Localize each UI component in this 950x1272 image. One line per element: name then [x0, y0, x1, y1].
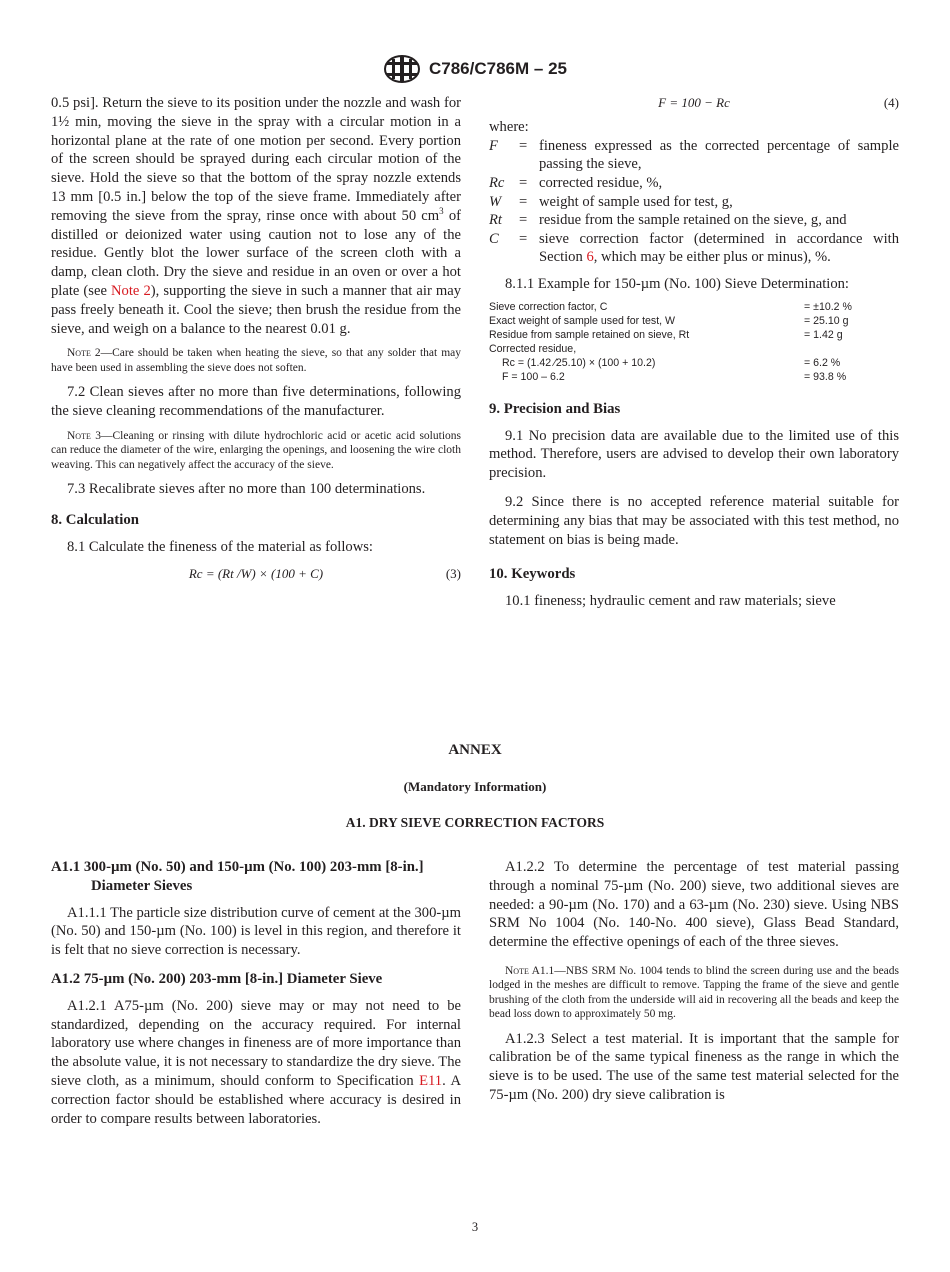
section-a1-2-heading: A1.2 75-µm (No. 200) 203-mm [8-in.] Diameter Sieve: [51, 970, 383, 987]
variable-definition: W = weight of sample used for test, g,: [489, 193, 733, 210]
section-a1-2-3: A1.2.3 Select a test material. It is important that the sample for calibration be of the same typical fineness as the range in which the sieve is to be used. The use of the same test material selected for the 75-µm (No. 200) dry sieve calibration is: [489, 1030, 899, 1103]
left-column-top: [51, 94, 461, 590]
section-9-heading: 9. Precision and Bias: [489, 400, 621, 417]
variable-definition: Rc = corrected residue, %,: [489, 174, 663, 191]
example-row: Corrected residue,: [489, 342, 577, 355]
annex-subtitle: (Mandatory Information): [403, 779, 547, 794]
right-column-top: [489, 94, 899, 611]
variable-definition: C = sieve correction factor (determined in accordance with Section 6, which may be either plus or minus), %.: [489, 230, 899, 266]
section-a1-2-1: A1.2.1 A75-µm (No. 200) sieve may or may not need to be standardized, depending on the accuracy required. For internal laboratory use where changes in fineness are of more importance than the absolute value, it is not necessary to standardize the dry sieve. The sieve cloth, as a minimum, should conform to Specification E11. A correction factor should be established where accuracy is desired in order to compare results between laboratories.: [51, 997, 461, 1127]
page-header: [0, 56, 950, 82]
example-row: Exact weight of sample used for test, W = 25.10 g: [489, 314, 849, 327]
section-8-1-1: 8.1.1 Example for 150-µm (No. 100) Sieve Determination:: [505, 275, 849, 292]
equation-4-number: (4): [883, 95, 899, 110]
section-a1-1-heading: A1.1 300-µm (No. 50) and 150-µm (No. 100) 203-mm [8-in.] Diameter Sieves: [51, 859, 424, 894]
section-10-heading: 10. Keywords: [489, 566, 576, 583]
example-row: Sieve correction factor, C = ±10.2 %: [489, 300, 852, 313]
section-7-1-continued: 0.5 psi]. Return the sieve to its position under the nozzle and wash for 1½ min, moving the sieve in the spray with a circular motion in a horizontal plane at the rate of one motion per second. Every portion of the screen should be sprayed during each circular motion of the sieve. Hold the sieve so that the bottom of the spray nozzle extends 13 mm [0.5 in.] below the top of the sieve frame. Immediately after removing the sieve from the spray, rinse once with about 50 $cm^3$ of distilled or deionized water using caution not to lose any of the residue. Gently blot the lower surface of the screen cloth with a damp, clean cloth. Dry the sieve and residue in an oven or over a hot plate (see Note 2), supporting the sieve in such a manner that air may pass freely beneath it. Cool the sieve; then brush the residue from the sieve, and weigh on a balance to the nearest 0.01 g.: [51, 95, 461, 337]
document-designation: C786/C786M – 25: [429, 59, 567, 78]
annex-section-title: A1. DRY SIEVE CORRECTION FACTORS: [345, 815, 605, 830]
section-8-heading: 8. Calculation: [51, 511, 139, 528]
section-10-1: 10.1 fineness; hydraulic cement and raw materials; sieve: [505, 593, 836, 610]
page-number: 3: [471, 1220, 479, 1234]
equation-3-expression: Rc = (Rt /W) × (100 + C): [188, 566, 324, 582]
left-column-bottom: [51, 858, 461, 1128]
note-2: Note 2—Care should be taken when heating the sieve, so that any solder that may have been used in assembling the sieve does not soften.: [51, 347, 461, 374]
section-a1-1-1: A1.1.1 The particle size distribution curve of cement at the 300-µm (No. 50) and 150-µm (No. 100) is level in this region, and therefore it is felt that no sieve correction is necessary.: [51, 904, 461, 959]
example-table: [489, 300, 899, 384]
note-3: Note 3—Cleaning or rinsing with dilute hydrochloric acid or acetic acid solutions can reduce the diameter of the wire, enlarging the openings, and loosening the wire cloth weaving. This can negatively affect the accuracy of the sieve.: [51, 429, 461, 471]
section-6-link[interactable]: 6: [586, 249, 594, 266]
annex-title: ANNEX: [448, 742, 502, 758]
equation-4: [489, 94, 899, 118]
note-a1-1: Note A1.1—NBS SRM No. 1004 tends to blind the screen during use and the beads lodged in the meshes are difficult to remove. Tapping the frame of the sieve and gentle brushing of the cloth from the underside will aid in recovering all the beads and keep the bead loss down to approximately 50 mg.: [489, 964, 899, 1021]
variable-definition: Rt = residue from the sample retained on the sieve, g, and: [489, 212, 847, 229]
where-label: where:: [489, 119, 529, 135]
equation-3: [51, 562, 461, 590]
section-7-3: 7.3 Recalibrate sieves after no more than 100 determinations.: [67, 480, 426, 497]
equation-3-number: (3): [445, 566, 461, 582]
example-row: F = 100 – 6.2 = 93.8 %: [502, 370, 847, 383]
note-2-link[interactable]: Note 2: [111, 282, 151, 299]
variable-definition: F = fineness expressed as the corrected percentage of sample passing the sieve,: [489, 137, 899, 173]
section-a1-2-2: A1.2.2 To determine the percentage of test material passing through a nominal 75-µm (No. 200) sieve, two additional sieves are needed: a 90-µm (No. 170) and a 63-µm (No. 230) sieve. Using NBS SRM No 1004 (No. 140-No. 400 sieve), Glass Bead Standard, determine the effective openings of each of the three sieves.: [489, 859, 899, 951]
example-row: Rc = (1.42 ⁄25.10) × (100 + 10.2) = 6.2 %: [502, 356, 841, 369]
section-9-1: 9.1 No precision data are available due to the limited use of this method. Therefore, users are advised to develop their own laboratory precision.: [489, 427, 899, 482]
section-9-2: 9.2 Since there is no accepted reference material suitable for determining any bias that may be associated with this test method, no statement on bias is being made.: [489, 493, 899, 548]
right-column-bottom: [489, 858, 899, 1105]
section-8-1: 8.1 Calculate the fineness of the material as follows:: [67, 538, 373, 555]
section-7-2: 7.2 Clean sieves after no more than five determinations, following the sieve cleaning recommendations of the manufacturer.: [51, 384, 461, 419]
e11-link[interactable]: E11: [419, 1072, 443, 1089]
example-row: Residue from sample retained on sieve, Rt = 1.42 g: [489, 328, 843, 341]
equation-4-expression: F = 100 − Rc: [658, 95, 730, 110]
astm-logo-icon: [383, 54, 421, 84]
